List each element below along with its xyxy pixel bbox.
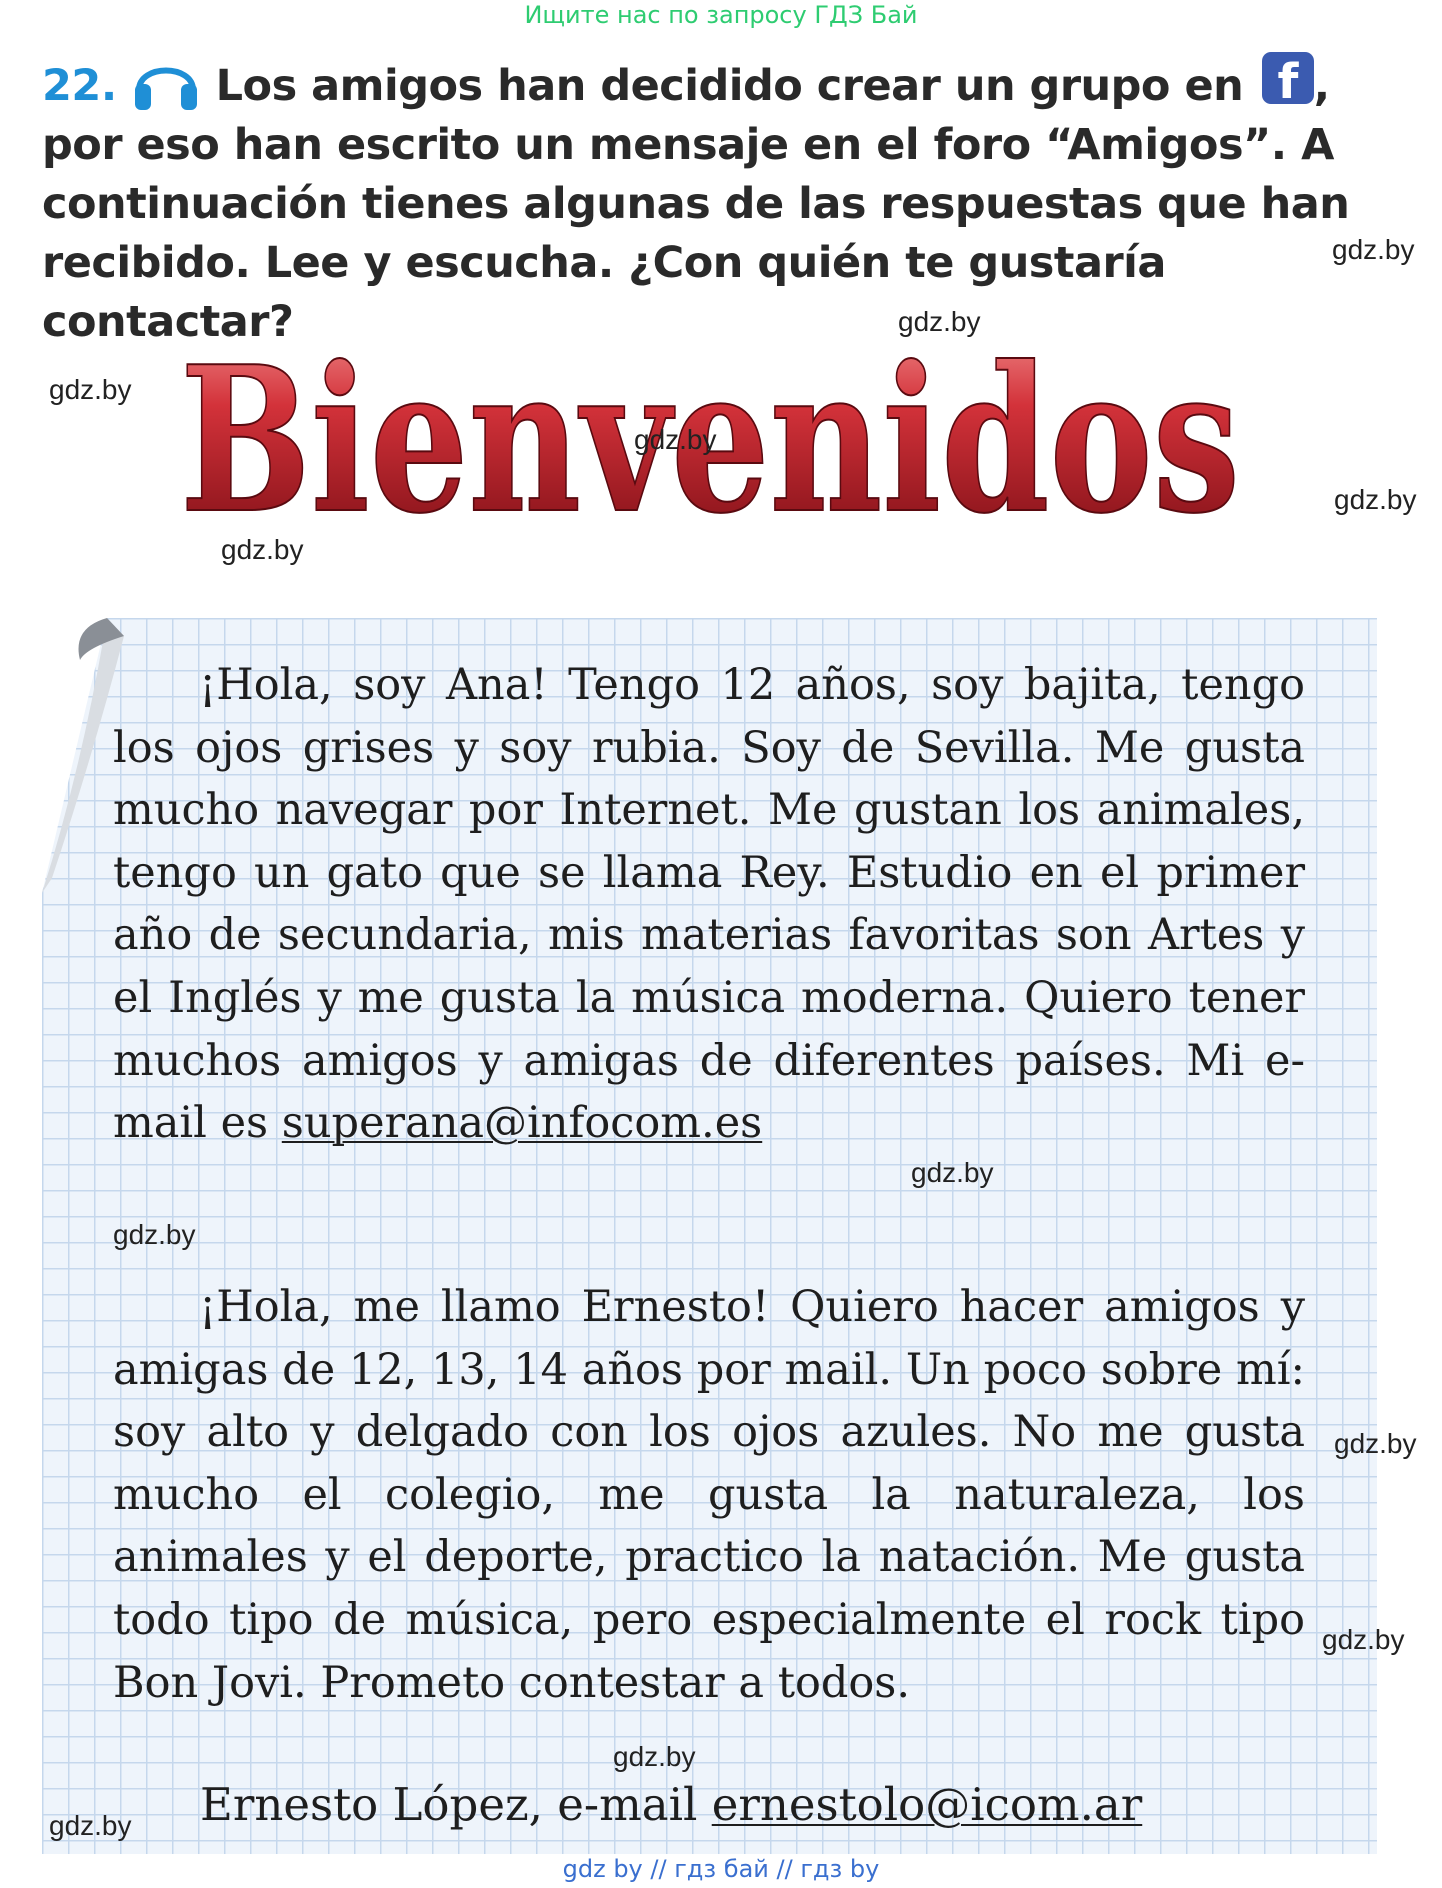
ernesto-signature (200, 1775, 1142, 1835)
watermark: gdz.by (1332, 234, 1415, 265)
headphones-icon (131, 50, 201, 112)
watermark: gdz.by (911, 1157, 994, 1188)
watermark: gdz.by (113, 1219, 196, 1250)
watermark: gdz.by (1334, 1428, 1417, 1459)
watermark: gdz.by (49, 1810, 132, 1841)
watermark: gdz.by (634, 424, 717, 455)
task-text-end: , por eso han escrito un mensaje en el foro “Amigos”. A continuación tienes algunas de las respuestas que han recibido. Lee y escucha. ¿Con quién te gustaría contactar? (42, 61, 1350, 347)
ernesto-message (113, 1276, 1305, 1714)
ana-text: ¡Hola, soy Ana! Tengo 12 años, soy bajita, tengo los ojos grises y soy rubia. Soy de Sevilla. Me gusta mucho navegar por Internet. Me gustan los animales, tengo un gato que se llama Rey. Estudio en el primer año de secundaria, mis materias favoritas son Artes y el Inglés y me gusta la música moderna. Quiero tener muchos amigos y amigas de diferentes países. Mi e-mail es (113, 660, 1305, 1149)
task-instruction (42, 50, 1392, 352)
ernesto-text: ¡Hola, me llamo Ernesto! Quiero hacer amigos y amigas de 12, 13, 14 años por mail. Un poco sobre mí: soy alto y delgado con los ojos azules. No me gusta mucho el colegio, me gusta la naturaleza, los animales y el deporte, practico la natación. Me gusta todo tipo de música, pero especialmente el rock tipo Bon Jovi. Prometo contestar a todos. (113, 1282, 1305, 1708)
bienvenidos-text: Bienvenidos (180, 323, 1240, 558)
watermark: gdz.by (221, 534, 304, 565)
facebook-icon: f (1262, 52, 1314, 104)
watermark: gdz.by (1334, 484, 1417, 515)
task-text-start: Los amigos han decidido crear un grupo en (215, 61, 1244, 111)
ana-email-link[interactable]: superana@infocom.es (281, 1098, 763, 1149)
task-number: 22. (42, 61, 117, 111)
footer: gdz by // гдз бай // гдз by (562, 1855, 880, 1883)
watermark: gdz.by (613, 1741, 696, 1772)
watermark: gdz.by (1322, 1624, 1405, 1655)
ana-message (113, 654, 1305, 1155)
ernesto-email-link[interactable]: ernestolo@icom.ar (711, 1778, 1143, 1831)
watermark: gdz.by (49, 374, 132, 405)
ernesto-signature-text: Ernesto López, e-mail (200, 1778, 698, 1831)
top-banner: Ищите нас по запросу ГДЗ Бай (524, 1, 918, 29)
watermark: gdz.by (898, 306, 981, 337)
